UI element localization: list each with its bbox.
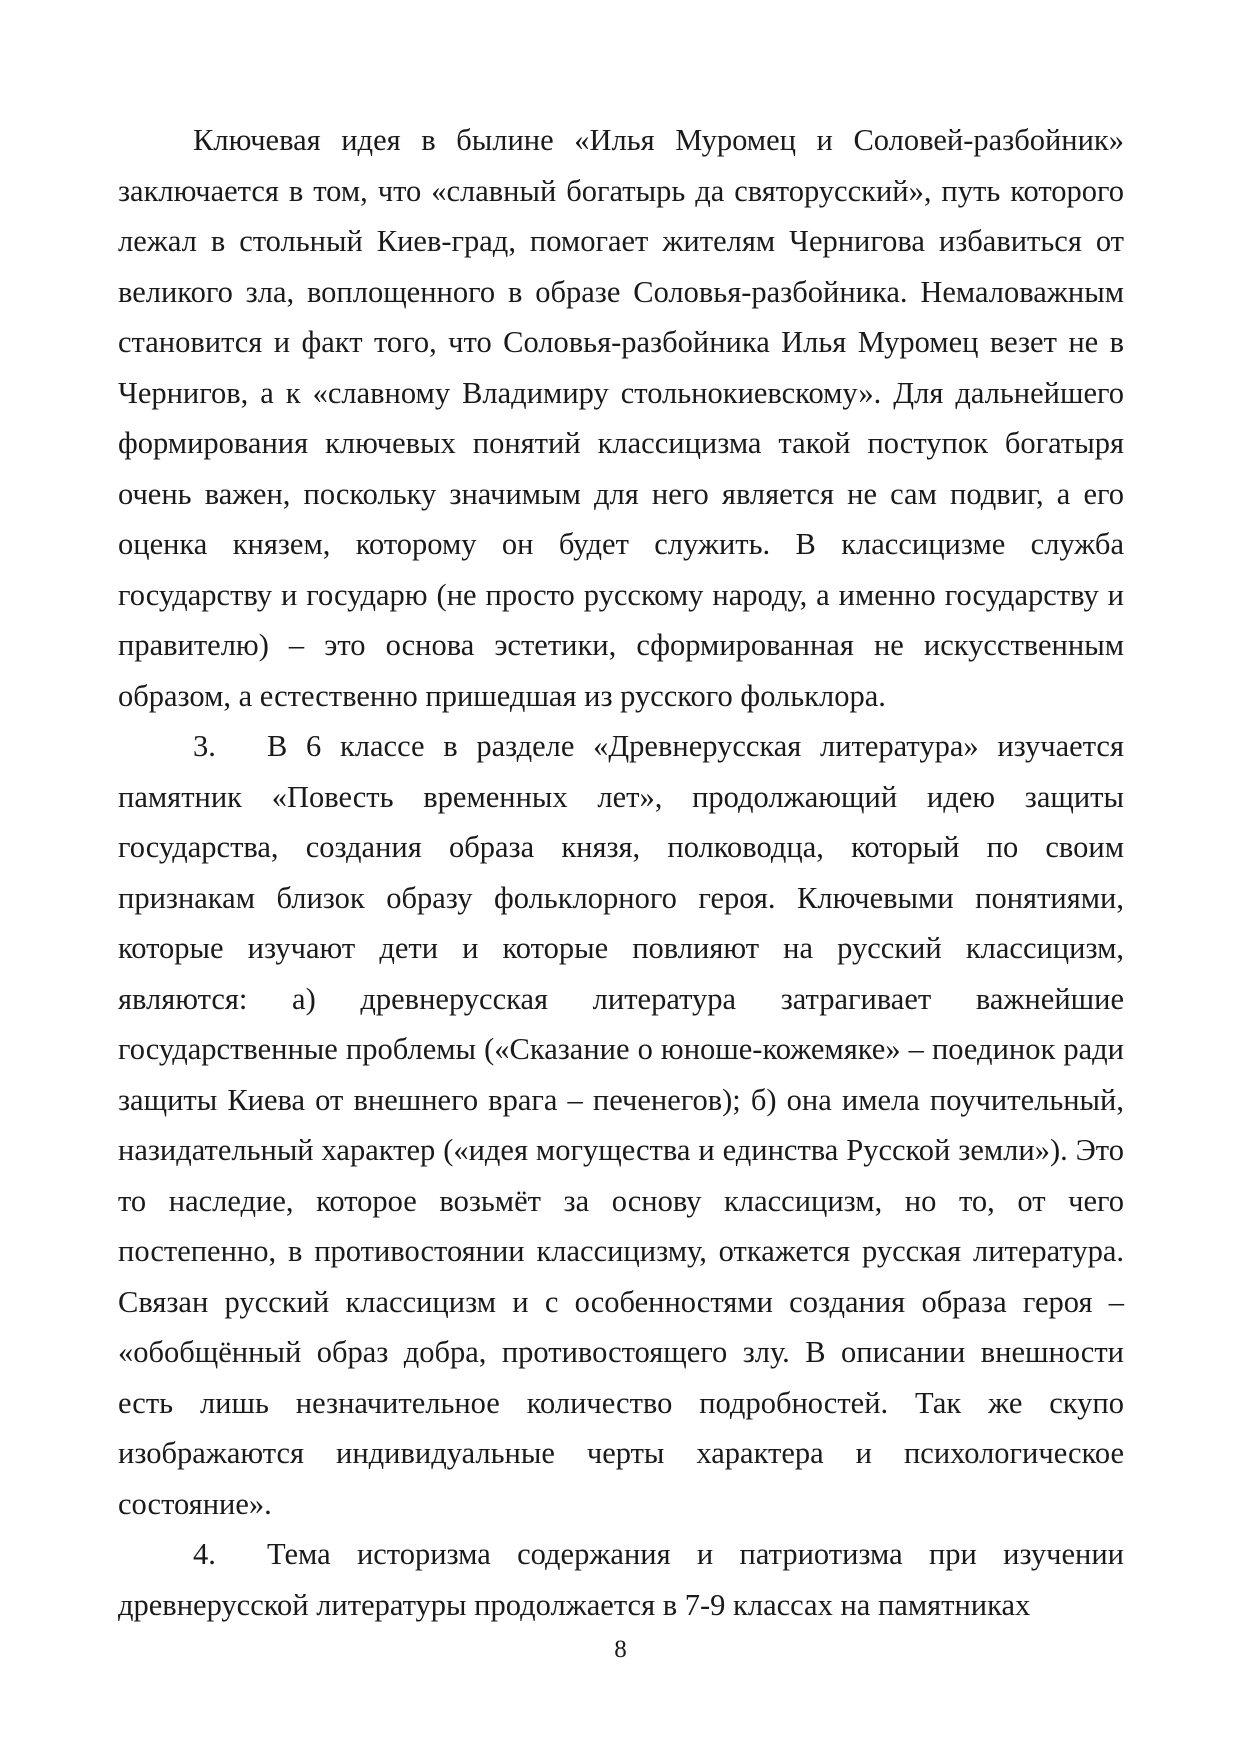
text-column — [118, 115, 1124, 1630]
list-item-3 — [118, 721, 1124, 1529]
list-item-4-text: Тема историзма содержания и патриотизма при изучении древнерусской литературы продолжается в 7-9 классах на памятниках — [118, 1537, 1124, 1622]
list-item-3-text: В 6 классе в разделе «Древнерусская литература» изучается памятник «Повесть временных лет», продолжающий идею защиты государства, создания образа князя, полководца, который по своим признакам близок образу фольклорного героя. Ключевыми понятиями, которые изучают дети и которые повлияют на русский классицизм, являются: а) древнерусская литература затрагивает важнейшие государственные проблемы («Сказание о юноше-кожемяке» – поединок ради защиты Киева от внешнего врага – печенегов); б) она имела поучительный, назидательный характер («идея могущества и единства Русской земли»). Это то наследие, которое возьмёт за основу классицизм, но то, от чего постепенно, в противостоянии классицизму, откажется русская литература. Связан русский классицизм и с особенностями создания образа героя – «обобщённый образ добра, противостоящего злу. В описании внешности есть лишь незначительное количество подробностей. Так же скупо изображаются индивидуальные черты характера и психологическое состояние». — [118, 729, 1124, 1521]
list-item-4-number: 4. — [193, 1537, 216, 1571]
paragraph-bylina-idea: Ключевая идея в былине «Илья Муромец и Соловей-разбойник» заключается в том, что «славный богатырь да святорусский», путь которого лежал в стольный Киев-град, помогает жителям Чернигова избавиться от великого зла, воплощенного в образе Соловья-разбойника. Немаловажным становится и факт того, что Соловья-разбойника Илья Муромец везет не в Чернигов, а к «славному Владимиру стольнокиевскому». Для дальнейшего формирования ключевых понятий классицизма такой поступок богатыря очень важен, поскольку значимым для него является не сам подвиг, а его оценка князем, которому он будет служить. В классицизме служба государству и государю (не просто русскому народу, а именно государству и правителю) – это основа эстетики, сформированная не искусственным образом, а естественно пришедшая из русского фольклора. — [118, 123, 1124, 713]
list-item-3-number: 3. — [193, 729, 216, 763]
page-number: 8 — [614, 1636, 627, 1663]
list-item-4 — [118, 1529, 1124, 1630]
